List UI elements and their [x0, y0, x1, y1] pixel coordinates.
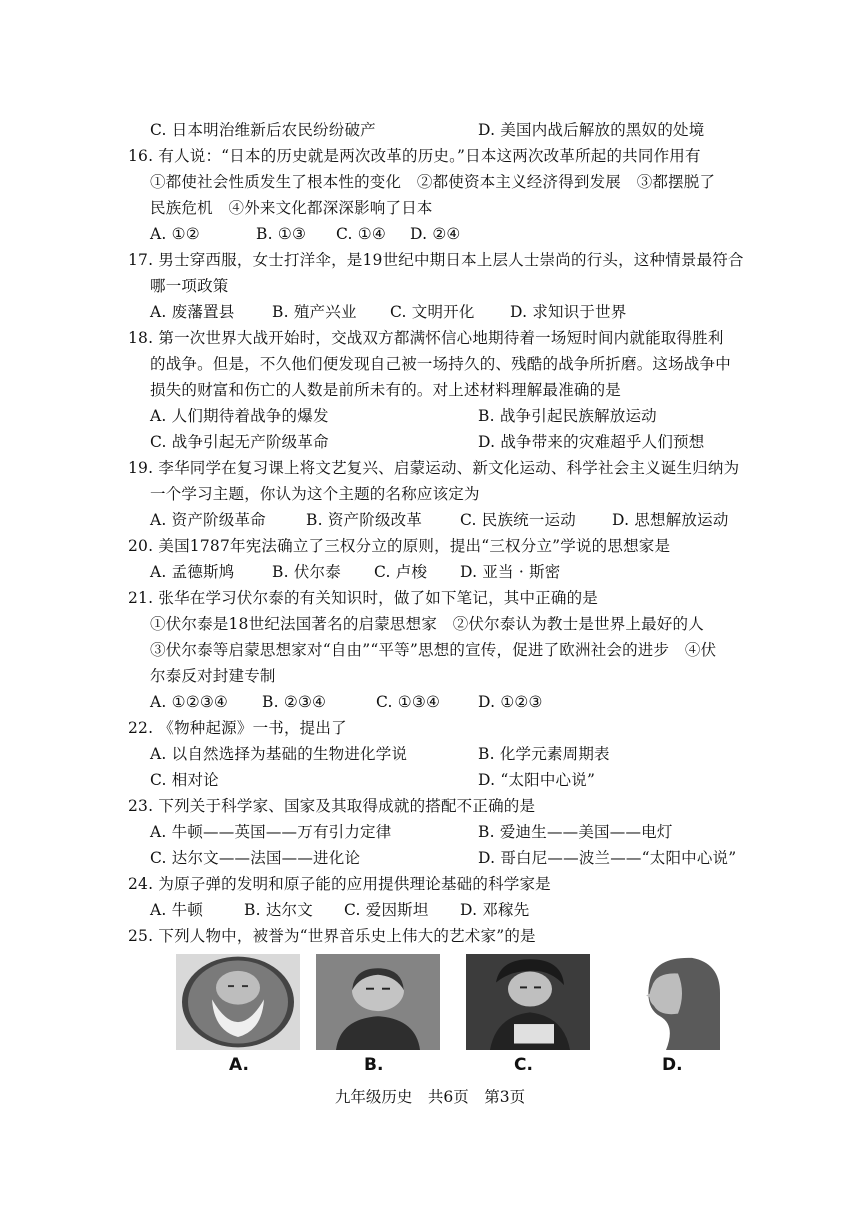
option-24c: C. 爱因斯坦 [344, 901, 429, 919]
question-21-notes3: 尔泰反对封建专制 [150, 667, 276, 685]
option-21c: C. ①③④ [376, 693, 441, 711]
option-22b: B. 化学元素周期表 [478, 745, 610, 763]
option-16b: B. ①③ [256, 225, 307, 243]
option-22d: D. “太阳中心说” [478, 771, 596, 789]
question-18: 18. 第一次世界大战开始时，交战双方都满怀信心地期待着一场短时间内就能取得胜利 [128, 329, 724, 347]
option-15d: D. 美国内战后解放的黑奴的处境 [478, 121, 705, 139]
option-24b: B. 达尔文 [244, 901, 313, 919]
option-18c: C. 战争引起无产阶级革命 [150, 433, 329, 451]
option-20c: C. 卢梭 [374, 563, 428, 581]
question-18-cont1: 的战争。但是，不久他们便发现自己被一场持久的、残酷的战争所折磨。这场战争中 [150, 355, 731, 373]
option-17d: D. 求知识于世界 [510, 303, 627, 321]
question-21-notes2: ③伏尔泰等启蒙思想家对“自由”“平等”思想的宣传，促进了欧洲社会的进步 ④伏 [150, 641, 717, 659]
option-22c: C. 相对论 [150, 771, 219, 789]
option-19a: A. 资产阶级革命 [150, 511, 266, 529]
option-23a: A. 牛顿——英国——万有引力定律 [150, 823, 392, 841]
portrait-b-label: B. [364, 1055, 384, 1075]
portrait-d-image [616, 954, 724, 1050]
option-21b: B. ②③④ [262, 693, 327, 711]
option-23d: D. 哥白尼——波兰——“太阳中心说” [478, 849, 737, 867]
question-17-cont: 哪一项政策 [150, 277, 229, 295]
option-24d: D. 邓稼先 [460, 901, 530, 919]
question-17: 17. 男士穿西服，女士打洋伞，是19世纪中期日本上层人士崇尚的行头，这种情景最符合 [128, 251, 744, 269]
option-17c: C. 文明开化 [390, 303, 475, 321]
portrait-c-image [466, 954, 590, 1050]
portrait-a-label: A. [229, 1055, 249, 1075]
portrait-d-label: D. [662, 1055, 683, 1075]
question-16-statements-cont: 民族危机 ④外来文化都深深影响了日本 [150, 199, 433, 217]
option-16d: D. ②④ [410, 225, 461, 243]
question-16: 16. 有人说：“日本的历史就是两次改革的历史。”日本这两次改革所起的共同作用有 [128, 147, 701, 165]
question-23: 23. 下列关于科学家、国家及其取得成就的搭配不正确的是 [128, 797, 536, 815]
option-17b: B. 殖产兴业 [272, 303, 357, 321]
question-20: 20. 美国1787年宪法确立了三权分立的原则，提出“三权分立”学说的思想家是 [128, 537, 671, 555]
option-20a: A. 孟德斯鸠 [150, 563, 235, 581]
option-21a: A. ①②③④ [150, 693, 229, 711]
option-18a: A. 人们期待着战争的爆发 [150, 407, 329, 425]
option-16a: A. ①② [150, 225, 200, 243]
question-25: 25. 下列人物中，被誉为“世界音乐史上伟大的艺术家”的是 [128, 927, 536, 945]
option-23c: C. 达尔文——法国——进化论 [150, 849, 361, 867]
question-16-statements: ①都使社会性质发生了根本性的变化 ②都使资本主义经济得到发展 ③都摆脱了 [150, 173, 716, 191]
option-18d: D. 战争带来的灾难超乎人们预想 [478, 433, 705, 451]
question-19-cont: 一个学习主题，你认为这个主题的名称应该定为 [150, 485, 480, 503]
option-15c: C. 日本明治维新后农民纷纷破产 [150, 121, 376, 139]
option-19b: B. 资产阶级改革 [306, 511, 423, 529]
portrait-b-image [316, 954, 440, 1050]
question-24: 24. 为原子弹的发明和原子能的应用提供理论基础的科学家是 [128, 875, 551, 893]
question-19: 19. 李华同学在复习课上将文艺复兴、启蒙运动、新文化运动、科学社会主义诞生归纳为 [128, 459, 740, 477]
question-21: 21. 张华在学习伏尔泰的有关知识时，做了如下笔记，其中正确的是 [128, 589, 598, 607]
portrait-c-label: C. [514, 1055, 533, 1075]
option-23b: B. 爱迪生——美国——电灯 [478, 823, 673, 841]
option-20b: B. 伏尔泰 [272, 563, 341, 581]
question-22: 22. 《物种起源》一书，提出了 [128, 719, 347, 737]
option-20d: D. 亚当 · 斯密 [460, 563, 561, 581]
option-16c: C. ①④ [336, 225, 386, 243]
option-19d: D. 思想解放运动 [612, 511, 729, 529]
question-18-cont2: 损失的财富和伤亡的人数是前所未有的。对上述材料理解最准确的是 [150, 381, 622, 399]
option-24a: A. 牛顿 [150, 901, 204, 919]
option-22a: A. 以自然选择为基础的生物进化学说 [150, 745, 408, 763]
page-footer: 九年级历史 共6页 第3页 [334, 1088, 526, 1106]
option-21d: D. ①②③ [478, 693, 543, 711]
option-19c: C. 民族统一运动 [460, 511, 576, 529]
option-18b: B. 战争引起民族解放运动 [478, 407, 657, 425]
question-21-notes1: ①伏尔泰是18世纪法国著名的启蒙思想家 ②伏尔泰认为教士是世界上最好的人 [150, 615, 704, 633]
portrait-a-image [176, 954, 300, 1050]
option-17a: A. 废藩置县 [150, 303, 235, 321]
